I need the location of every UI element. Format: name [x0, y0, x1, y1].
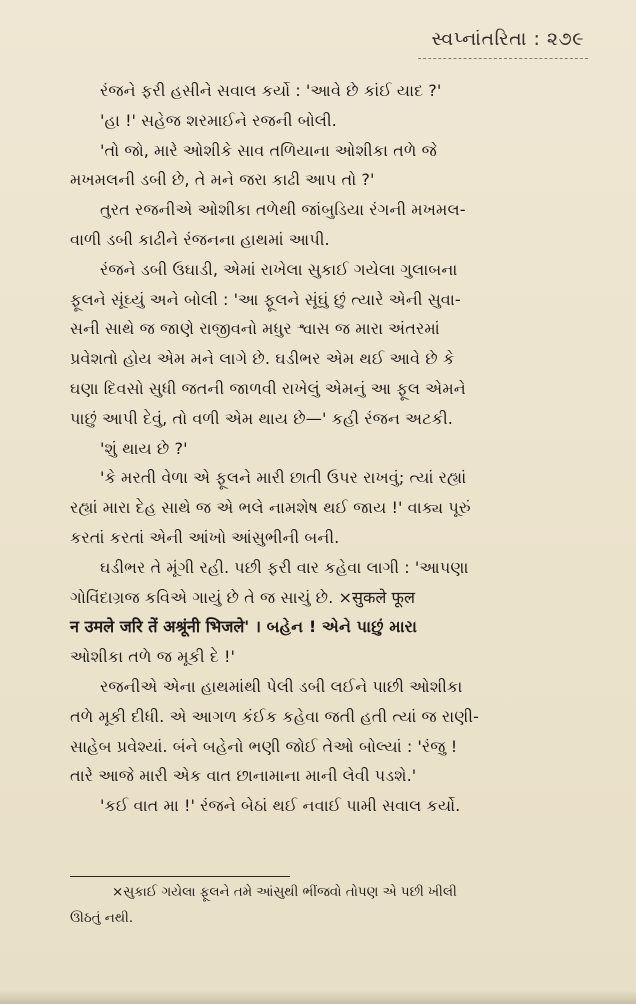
text-line: 'તો જો, મારે ઓશીકે સાવ તળિયાના ઓશીકા તળે જે [100, 140, 437, 160]
text-line: રજનીએ એના હાથમાંથી પેલી ડબી લઈને પાછી ઓશીકા [100, 676, 463, 696]
text-line: 'કઈ વાત મા !' રંજને બેઠાં થઈ નવાઈ પામી સવાલ કર્યો. [100, 796, 461, 816]
text-line: તારે આજે મારી એક વાત છાનામાના માની લેવી પડશે.' [70, 766, 417, 786]
text-line: રંજને ડબી ઉઘાડી, એમાં રાખેલા સુકાઈ ગયેલા ગુલાબના [100, 259, 458, 279]
footnote [70, 880, 570, 932]
text-line: 'હા !' સહેજ શરમાઈને રજની બોલી. [100, 110, 337, 130]
footnote-rule [70, 876, 290, 877]
text-line: કરતાં કરતાં એની આંખો આંસુભીની બની. [70, 527, 340, 547]
text-line: રહ્યાં મારા દેહ સાથે જ એ ભલે નામશેષ થઈ જાય !' વાક્ય પૂરું [70, 498, 471, 518]
body-text [70, 76, 570, 821]
text-line: ફૂલને સૂંઘ્યું અને બોલી : 'આ ફૂલને સૂંઘું છું ત્યારે એની સુવા- [70, 289, 461, 309]
text-line: પાછું આપી દેવું, તો વળી એમ થાય છે—' કહી રંજન અટકી. [70, 408, 453, 428]
text-line: વાળી ડબી કાઢીને રંજનના હાથમાં આપી. [70, 229, 330, 249]
running-header: સ્વપ્નાંતરિતા : ૨૭૯ [431, 28, 584, 50]
text-line: ઓશીકા તળે જ મૂકી દે !' [70, 647, 235, 667]
text-line: ઘડીભર તે મૂંગી રહી. પછી ફરી વાર કહેવા લાગી : 'આપણા [100, 557, 469, 577]
page-edge-shadow [0, 990, 636, 1004]
text-line: તળે મૂકી દીધી. એ આગળ કંઈક કહેવા જતી હતી ત્યાં જ રાણી- [70, 706, 479, 726]
text-line: તુરત રજનીએ ઓશીકા તળેથી જાંબુડિયા રંગની મખમલ- [100, 200, 466, 220]
text-line: 'કે મરતી વેળા એ ફૂલને મારી છાતી ઉપર રાખવું; ત્યાં રહ્યાં [100, 468, 467, 488]
footnote-line: ×સુકાઈ ગયેલા ફૂલને તમે આંસુથી ભીંજવો તોપણ એ પછી ખીલી [112, 885, 457, 900]
text-line: ઘણા દિવસો સુધી જતની જાળવી રાખેલું એમનું આ ફૂલ એમને [70, 378, 466, 398]
text-line: સાહેબ પ્રવેશ્યાં. બંને બહેનો ભણી જોઈ તેઓ બોલ્યાં : 'રંજુ ! [70, 736, 458, 756]
text-line: રંજને ફરી હસીને સવાલ કર્યો : 'આવે છે કાંઈ યાદ ?' [100, 81, 442, 100]
text-line: પ્રવેશતો હોય એમ મને લાગે છે. ઘડીભર એમ થઈ આવે છે કે [70, 349, 455, 369]
text-line-sanskrit-quote: न उमले जरि तें अश्रूंनी भिजले' । બહેન ! એને પાછું મારા [70, 617, 418, 637]
text-line: સની સાથે જ જાણે રાજીવનો મધુર શ્વાસ જ મારા અંતરમાં [70, 319, 440, 339]
header-underline [418, 58, 588, 59]
text-line: ગોવિંદાગ્રજ કવિએ ગાયું છે તે જ સાચું છે. ×सुकले फूल [70, 587, 415, 607]
footnote-line: ઊઠતું નથી. [70, 911, 134, 926]
text-line: 'શું થાય છે ?' [100, 438, 188, 458]
text-line: મખમલની ડબી છે, તે મને જરા કાઢી આપ તો ?' [70, 170, 375, 190]
